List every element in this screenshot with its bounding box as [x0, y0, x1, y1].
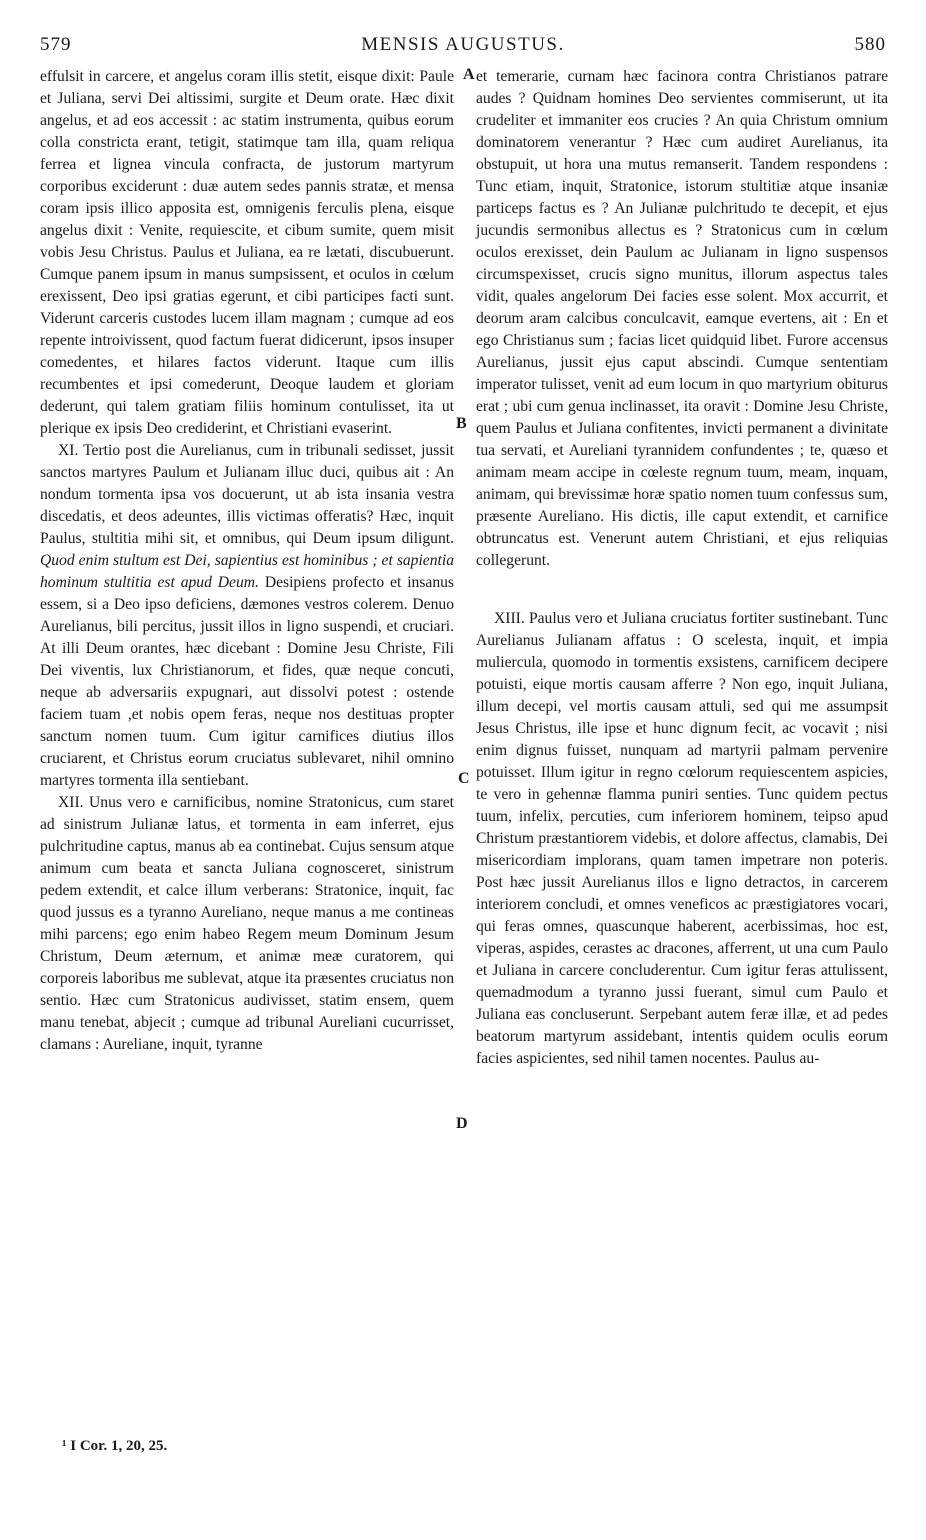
section-xi-text-a: XI. Tertio post die Aurelianus, cum in tribunali sedisset, jussit sanctos martyres Paulum et Julianam illuc duci, quibus ait : An nondum tormenta ipsa vos docuerunt, ut ab ista insania vestra discedatis, et deos adeuntes, illis victimas offeratis? Hæc, inquit Paulus, stultitia mihi sit, et omnibus, qui Deum ipsum diligunt. [40, 442, 454, 547]
footnote: ¹ I Cor. 1, 20, 25. [62, 1438, 168, 1454]
section-xi-text-b: Desipiens profecto et insanus essem, si a Deo ipso deficiens, dæmones vestros colerem. Denuo Aurelianus, bili percitus, jussit illos in ligno suspendi, et cruciari. At illi Deum orantes, hæc dicebant : Domine Jesu Christe, Fili Dei viventis, lux Christianorum, et fides, quæ neque concuti, neque ab adversariis expugnari, aut dissolvi potest : ostende faciem tuam ,et nobis opem feras, neque nos destituas propter sanctum nomen tuum. Cum igitur carnifices diutius illos cruciarent, et Christus eorum cruciatus sublevaret, nihil omnino martyres tormenta illa sentiebant. [40, 574, 454, 789]
margin-letter-a: A [463, 66, 475, 83]
scripture-quote: Quod enim stultum est Dei, sapientius est hominibus ; et sapientia hominum stultitia est apud Deum. [40, 552, 454, 591]
paragraph-continuation: effulsit in carcere, et angelus coram illis stetit, eisque dixit: Paule et Juliana, servi Dei altissimi, surgite et Deum orate. Hæc dixit angelus, et ad eos accessit : ac statim instrumenta, quibus eorum colla constricta erant, tetigit, statimque tam illa, quam reliqua ferrea et lignea vincula confracta, de justorum martyrum corporibus exciderunt : duæ autem sedes pannis stratæ, et mensa coram ipsis illico apposita est, omnigenis ferculis plena, eisque angelus dixit : Venite, requiescite, et cibum sumite, quem misit vobis Jesu Christus. Paulus et Juliana, ea re lætati, discubuerunt. Cumque panem ipsum in manus sumpsissent, et oculos in cœlum erexissent, Deo ipsi gratias egerunt, et cibi participes facti sunt. Viderunt carceris custodes lucem illam magnam ; cumque ad eos repente introivissent, quod factum fuerat didicerunt, ipsos insuper comedentes, et hilares factos viderunt. Itaque cum illis recumbentes et ipsi comederunt, Deoque laudem et gloriam dederunt, qui talem gratiam filiis hominum contulisset, ita ut plerique ex ipsis Deo crediderint, et Christiani evaserint. [40, 68, 454, 437]
right-column [476, 66, 888, 1070]
margin-letter-d: D [456, 1115, 468, 1132]
margin-letter-b: B [456, 415, 467, 432]
left-column [40, 66, 454, 1056]
margin-letter-c: C [458, 770, 470, 787]
paragraph-section-xii: XII. Unus vero e carnificibus, nomine Stratonicus, cum staret ad sinistrum Julianæ latus, et tormenta in eam inferret, ejus pulchritudine captus, manus ab ea continebat. Cujus sensum atque animum cum beata et sancta Juliana cognosceret, sinistrum pedem extendit, et calce illum verberans: Stratonice, inquit, fac quod jussus es a tyranno Aureliano, neque manus a me contineas mihi parcens; ego enim habeo Regem meum Dominum Jesum Christum, Deum æternum, et animæ meæ curatorem, qui corporeis laboribus me sublevat, atque ita præsentes cruciatus non sentio. Hæc cum Stratonicus audivisset, statim ensem, quem manu tenebat, abjecit ; cumque ad tribunal Aureliani cucurrisset, clamans : Aureliane, inquit, tyranne [40, 794, 454, 1053]
paragraph-stratonicus: et temerarie, curnam hæc facinora contra Christianos patrare audes ? Quidnam homines Deo servientes commiserunt, ut ita crudeliter et immaniter eos crucies ? An quia Christum omnium dominatorem venerantur ? Hæc cum audiret Aurelianus, ita obstupuit, ut hora una mutus remanserit. Tandem respondens : Tunc etiam, inquit, Stratonice, istorum stultitiæ atque insaniæ particeps factus es ? An Julianæ pulchritudo te decepit, et ejus jucundis sermonibus allectus es ? Stratonicus cum in cœlum oculos erexisset, dein Paulum ac Julianam in ligno suspensos circumspexisset, crucis signo munitus, illorum aspectus tales vidit, quales angelorum Dei facies esse solent. Mox accurrit, et deorum aram calcibus conculcavit, eamque evertens, ait : En et ego Christianus sum ; facias licet quidquid libet. Furore accensus Aurelianus, jussit ejus caput abscindi. Cumque sententiam imperator tulisset, venit ad eum locum in quo martyrium obiturus erat ; ubi cum genua inclinasset, ita oravit : Domine Jesu Christe, quem Paulus et Juliana confitentes, invicti permanent a divinitate tua servati, et Aureliani tyrannidem confundentes ; te, quæso et animam meam accipe in cœleste regnum tuum, meam, inquam, animam, qui brevissimæ horæ spatio nomen tuum confessus sum, præsente Aureliano. His dictis, ille caput extendit, et carnifice obtruncatus est. Venerunt autem Christiani, et ejus reliquias collegerunt. [476, 68, 888, 569]
paragraph-section-xiii: XIII. Paulus vero et Juliana cruciatus fortiter sustinebant. Tunc Aurelianus Julianam affatus : O scelesta, inquit, et impia muliercula, quomodo in tormentis exsistens, carnificem decipere potuisti, eique mortis causam afferre ? Non ego, inquit Juliana, illum decepi, vel mortis causam attuli, sed qui me assumpsit Jesus Christus, ille ipse et hunc dignum fecit, ac vocavit ; nisi enim dignus fuisset, nunquam ad martyrii palmam pervenire potuisset. Illum igitur in regno cœlorum requiescentem aspicies, te vero in gehennæ flamma puniri senties. Tunc quidem pectus tuum, infelix, percuties, cum inferiorem hominem, teipso apud Christum præstantiorem videbis, et dolore affectus, clamabis, Dei misericordiam implorans, quam tamen impetrare non poteris. Post hæc jussit Aurelianus illos e ligno detractos, in carcerem interiorem concludi, et omnes veneficos ac præstigiatores vocari, qui feras omnes, quascunque haberent, acerbissimas, hoc est, viperas, aspides, cerastes ac dracones, afferrent, ut una cum Paulo et Juliana in carcere concluderentur. Cum igitur feras attulissent, quemadmodum a tyranno jussi fuerant, simul cum Paulo et Juliana eas concluserunt. Serpebant autem feræ illæ, et ad pedes beatorum martyrum assidebant, intentis quidem oculis eorum facies aspicientes, sed nihil tamen nocentes. Paulus au- [476, 610, 888, 1067]
running-title: MENSIS AUGUSTUS. [361, 34, 565, 55]
page-number-right: 580 [854, 34, 886, 55]
paragraph-section-xi [40, 440, 454, 792]
page-number-left: 579 [40, 34, 72, 55]
